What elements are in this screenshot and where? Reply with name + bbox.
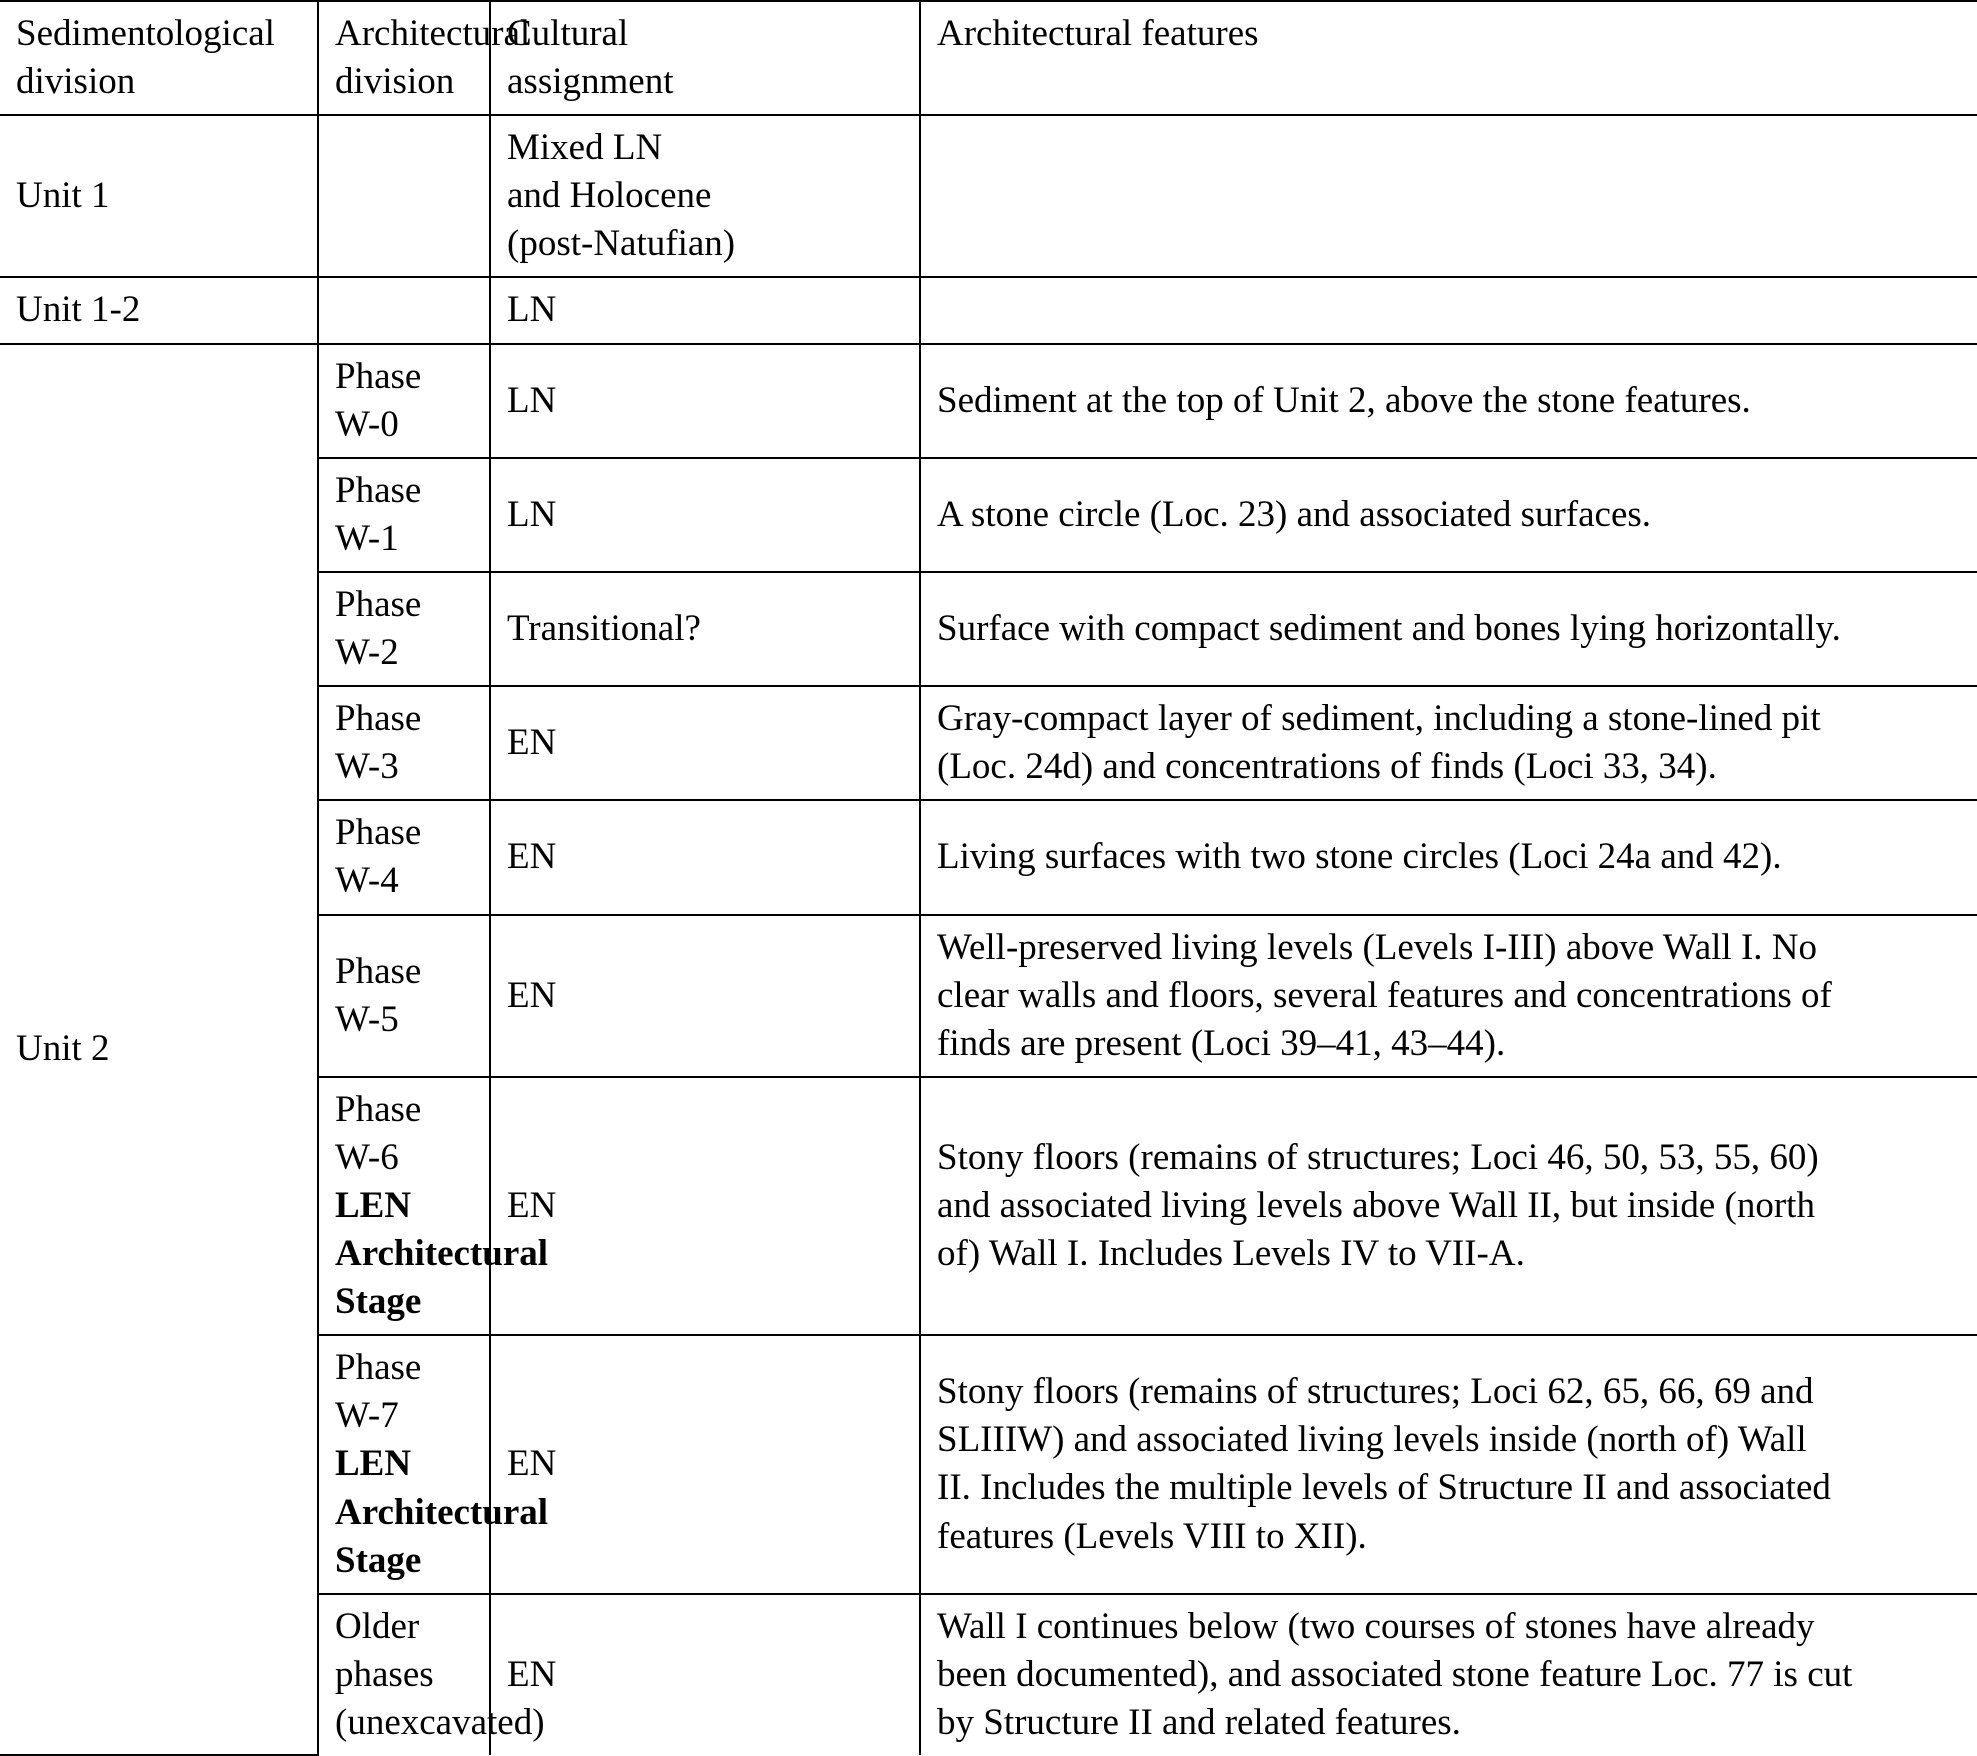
- feature-line-1: A stone circle (Loc. 23) and associated surfaces.: [937, 493, 1652, 535]
- cultural-assignment-en: [490, 800, 920, 914]
- cultural-assignment-en: [490, 915, 920, 1077]
- cultural-assignment-ln: [490, 458, 920, 572]
- cultural-line-1: LN: [507, 379, 557, 421]
- feature-line-3: II. Includes the multiple levels of Structure II and associated: [937, 1467, 1831, 1509]
- cultural-line-1: LN: [507, 289, 557, 331]
- column-header-architectural-division: [318, 1, 531, 115]
- architectural-division-phase-w-7: [318, 1335, 549, 1593]
- stage-label-line-1: LEN: [335, 1443, 412, 1485]
- phase-label: Phase W-1: [335, 469, 422, 559]
- architectural-features-empty: [920, 115, 1977, 277]
- table-header: [0, 1, 1977, 115]
- feature-line-1: Stony floors (remains of structures; Loci 46, 50, 53, 55, 60): [937, 1136, 1819, 1178]
- feature-line-2: (Loc. 24d) and concentrations of finds (Loci 33, 34).: [937, 746, 1717, 788]
- feature-line-3: of) Wall I. Includes Levels IV to VII-A.: [937, 1233, 1525, 1275]
- unit-label-unit-1: Unit 1: [0, 115, 318, 277]
- column-header-sedimentological-division: [0, 1, 318, 115]
- architectural-features-phase-w-6: [920, 1077, 1977, 1335]
- architectural-features-phase-w-1: [920, 458, 1977, 572]
- cultural-line-1: EN: [507, 1184, 557, 1226]
- phase-label: Phase W-7: [335, 1347, 422, 1437]
- cultural-line-1: EN: [507, 974, 557, 1016]
- stage-label-line-1: LEN: [335, 1184, 412, 1226]
- stage-label-line-3: Stage: [335, 1281, 422, 1323]
- architectural-division-empty: [318, 115, 490, 277]
- feature-line-3: by Structure II and related features.: [937, 1701, 1461, 1743]
- column-header-architectural-features: [920, 1, 1977, 115]
- architectural-features-phase-w-3: [920, 686, 1977, 800]
- cultural-line-1: Mixed LN: [507, 127, 663, 169]
- architectural-division-phase-w-1: [318, 458, 490, 572]
- feature-line-2: and associated living levels above Wall II, but inside (north: [937, 1184, 1815, 1226]
- phase-label-line-2: (unexcavated): [335, 1701, 545, 1743]
- table-row: [0, 277, 1977, 343]
- feature-line-4: features (Levels VIII to XII).: [937, 1515, 1367, 1557]
- table-row: [0, 344, 1977, 458]
- cultural-assignment-transitional: [490, 572, 920, 686]
- header-line-1: Cultural: [507, 13, 629, 54]
- feature-line-3: finds are present (Loci 39–41, 43–44).: [937, 1022, 1506, 1064]
- header-line-1: Architectural features: [937, 13, 1259, 54]
- unit-label-unit-2: Unit 2: [0, 344, 318, 1755]
- stage-label-line-2: Architectural: [335, 1491, 549, 1533]
- cultural-line-2: and Holocene: [507, 175, 712, 217]
- cultural-line-1: EN: [507, 1653, 557, 1695]
- architectural-division-phase-w-0: [318, 344, 490, 458]
- phase-label: Phase W-5: [335, 950, 422, 1040]
- phase-label: Phase W-0: [335, 355, 422, 445]
- feature-line-2: SLIIIW) and associated living levels inside (north of) Wall: [937, 1419, 1807, 1461]
- header-line-1: Architectural: [335, 13, 531, 54]
- architectural-features-phase-w-4: [920, 800, 1977, 914]
- header-line-1: Sedimentological: [16, 13, 275, 54]
- architectural-division-phase-w-6: [318, 1077, 549, 1335]
- table-row: [0, 115, 1977, 277]
- architectural-features-empty: [920, 277, 1977, 343]
- feature-line-1: Well-preserved living levels (Levels I-III) above Wall I. No: [937, 926, 1817, 968]
- feature-line-1: Sediment at the top of Unit 2, above the stone features.: [937, 379, 1751, 421]
- header-line-2: division: [16, 61, 136, 103]
- architectural-division-phase-w-2: [318, 572, 490, 686]
- stage-label-line-2: Architectural: [335, 1233, 549, 1275]
- feature-line-1: Living surfaces with two stone circles (Loci 24a and 42).: [937, 836, 1782, 878]
- feature-line-1: Wall I continues below (two courses of stones have already: [937, 1605, 1815, 1647]
- cultural-assignment-ln: [490, 277, 920, 343]
- feature-line-1: Surface with compact sediment and bones lying horizontally.: [937, 607, 1841, 649]
- phase-label: Phase W-4: [335, 812, 422, 902]
- architectural-features-phase-w-2: [920, 572, 1977, 686]
- architectural-division-empty: [318, 277, 490, 343]
- cultural-assignment-en: [490, 1077, 920, 1335]
- cultural-assignment-en: [490, 1594, 920, 1755]
- stage-label-line-3: Stage: [335, 1539, 422, 1581]
- phase-label-line-1: Older phases: [335, 1605, 434, 1695]
- table-body: [0, 115, 1977, 1755]
- cultural-assignment-ln: [490, 344, 920, 458]
- feature-line-2: clear walls and floors, several features and concentrations of: [937, 974, 1832, 1016]
- phase-label: Phase W-3: [335, 698, 422, 788]
- phase-label: Phase W-6: [335, 1088, 422, 1178]
- unit-label-unit-1-2: Unit 1-2: [0, 277, 318, 343]
- header-line-2: assignment: [507, 61, 674, 103]
- architectural-division-phase-w-3: [318, 686, 490, 800]
- cultural-assignment-mixed-ln-holocene: [490, 115, 920, 277]
- feature-line-2: been documented), and associated stone feature Loc. 77 is cut: [937, 1653, 1853, 1695]
- phase-label: Phase W-2: [335, 583, 422, 674]
- header-line-2: division: [335, 61, 455, 103]
- cultural-line-1: Transitional?: [507, 607, 701, 649]
- architectural-division-phase-w-5: [318, 915, 490, 1077]
- architectural-features-phase-w-5: [920, 915, 1977, 1077]
- cultural-line-1: EN: [507, 836, 557, 878]
- architectural-division-phase-w-4: [318, 800, 490, 914]
- feature-line-1: Gray-compact layer of sediment, including a stone-lined pit: [937, 698, 1821, 740]
- header-row: [0, 1, 1977, 115]
- cultural-line-1: EN: [507, 1443, 557, 1485]
- feature-line-1: Stony floors (remains of structures; Loci 62, 65, 66, 69 and: [937, 1371, 1814, 1413]
- cultural-assignment-en: [490, 686, 920, 800]
- cultural-line-1: EN: [507, 722, 557, 764]
- cultural-assignment-en: [490, 1335, 920, 1593]
- cultural-line-3: (post-Natufian): [507, 223, 736, 265]
- architectural-features-phase-w-7: [920, 1335, 1977, 1593]
- architectural-features-older-phases: [920, 1594, 1977, 1755]
- architectural-features-phase-w-0: [920, 344, 1977, 458]
- column-header-cultural-assignment: [490, 1, 920, 115]
- cultural-line-1: LN: [507, 493, 557, 535]
